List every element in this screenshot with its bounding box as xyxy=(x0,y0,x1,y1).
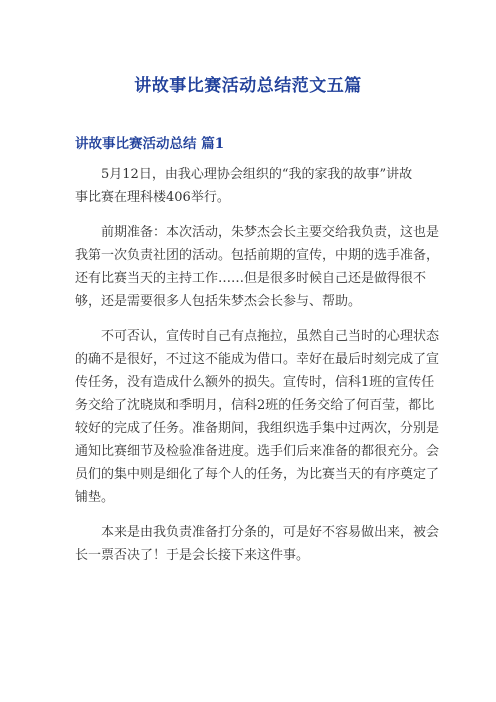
paragraph-line: 5月12日，由我心理协会组织的“我的家我的故事”讲故 xyxy=(101,167,413,182)
paragraph-line: 事比赛在理科楼406举行。 xyxy=(75,190,230,205)
paragraph-line: 我第一次负责社团的活动。包括前期的宣传，中期的选手准备， xyxy=(75,248,440,263)
paragraph-line: 前期准备：本次活动，朱梦杰会长主要交给我负责，这也是 xyxy=(101,225,440,240)
paragraph-line: 够，还是需要很多人包括朱梦杰会长参与、帮助。 xyxy=(75,294,362,309)
paragraph-line: 通知比赛细节及检验准备进度。选手们后来准备的都很充分。会 xyxy=(75,444,440,459)
paragraph-line: 传任务，没有造成什么额外的损失。宣传时，信科1班的宣传任 xyxy=(75,375,435,390)
paragraph-line: 务交给了沈晓岚和季明月，信科2班的任务交给了何百莹，都比 xyxy=(75,398,435,413)
paragraph-line: 铺垫。 xyxy=(75,490,115,505)
paragraph-3 xyxy=(75,325,440,509)
paragraph-line: 本来是由我负责准备打分条的，可是好不容易做出来，被会 xyxy=(101,525,440,540)
document-title: 讲故事比赛活动总结范文五篇 xyxy=(134,76,362,96)
paragraph-4 xyxy=(75,521,440,567)
paragraph-line: 不可否认，宣传时自己有点拖拉，虽然自己当时的心理状态 xyxy=(101,329,440,344)
paragraph-line: 还有比赛当天的主持工作……但是很多时候自己还是做得很不 xyxy=(75,271,427,286)
paragraph-line: 长一票否决了！于是会长接下来这件事。 xyxy=(75,548,310,563)
paragraph-1 xyxy=(75,163,425,209)
paragraph-2 xyxy=(75,221,440,313)
body-text xyxy=(75,163,440,579)
section-heading: 讲故事比赛活动总结 篇1 xyxy=(75,136,225,152)
paragraph-line: 较好的完成了任务。准备期间，我组织选手集中过两次，分别是 xyxy=(75,421,440,436)
paragraph-line: 的确不是很好，不过这不能成为借口。幸好在最后时刻完成了宣 xyxy=(75,352,440,367)
paragraph-line: 员们的集中则是细化了每个人的任务，为比赛当天的有序奠定了 xyxy=(75,467,440,482)
